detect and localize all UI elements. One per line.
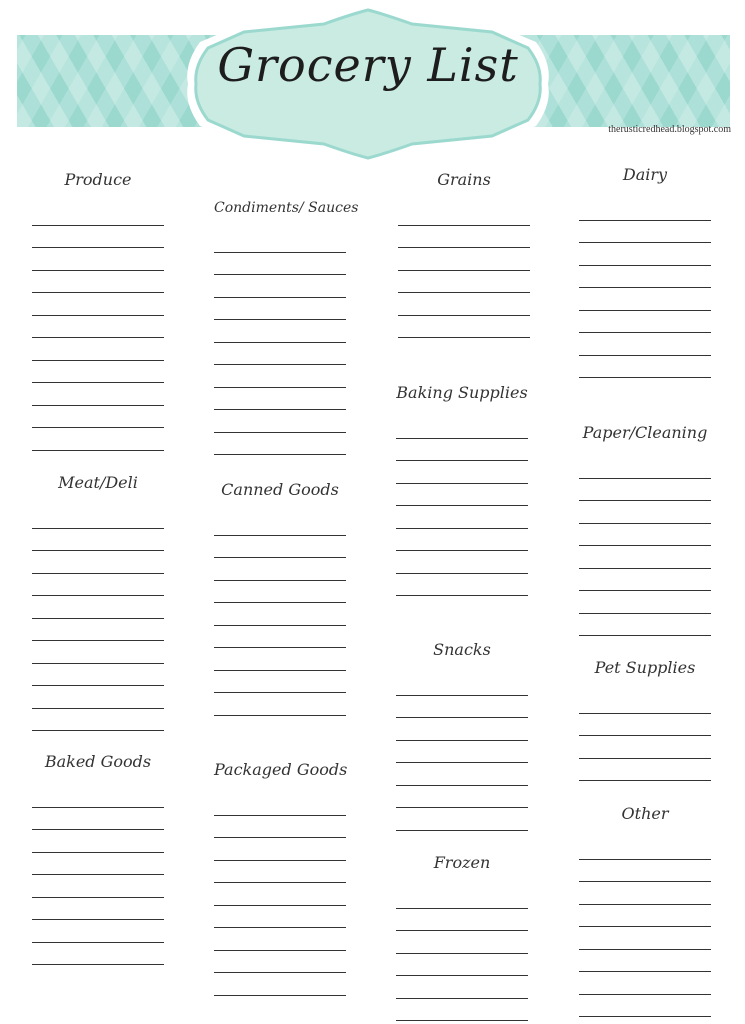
section-title: Packaged Goods	[214, 760, 348, 779]
write-line[interactable]	[396, 506, 528, 529]
write-line[interactable]	[214, 603, 346, 626]
write-line[interactable]	[214, 275, 346, 298]
write-line[interactable]	[32, 920, 164, 943]
write-line[interactable]	[32, 875, 164, 898]
write-line[interactable]	[214, 906, 346, 929]
section-baking-supplies	[396, 383, 528, 596]
write-line[interactable]	[579, 198, 711, 221]
section-title: Condiments/ Sauces	[214, 200, 359, 216]
write-line[interactable]	[32, 641, 164, 664]
write-line[interactable]	[214, 693, 346, 716]
write-line[interactable]	[579, 333, 711, 356]
write-line[interactable]	[579, 546, 711, 569]
write-line[interactable]	[214, 816, 346, 839]
write-line[interactable]	[32, 785, 164, 808]
write-line[interactable]	[579, 691, 711, 714]
section-grains	[398, 170, 530, 338]
section-title: Produce	[64, 170, 132, 189]
write-line[interactable]	[214, 861, 346, 884]
write-lines[interactable]	[579, 691, 711, 781]
section-title: Baking Supplies	[396, 383, 528, 402]
write-lines[interactable]	[396, 886, 528, 1021]
write-line[interactable]	[32, 248, 164, 271]
section-title: Frozen	[433, 853, 491, 872]
write-line[interactable]	[214, 365, 346, 388]
section-title: Grains	[437, 170, 491, 189]
write-line[interactable]	[579, 950, 711, 973]
write-line[interactable]	[32, 709, 164, 732]
write-line[interactable]	[396, 416, 528, 439]
section-pet-supplies	[579, 658, 711, 781]
write-line[interactable]	[32, 271, 164, 294]
write-line[interactable]	[396, 909, 528, 932]
write-line[interactable]	[579, 479, 711, 502]
write-line[interactable]	[396, 886, 528, 909]
write-line[interactable]	[579, 266, 711, 289]
section-canned-goods	[214, 480, 346, 716]
write-line[interactable]	[32, 596, 164, 619]
write-line[interactable]	[214, 581, 346, 604]
write-line[interactable]	[398, 248, 530, 271]
write-line[interactable]	[32, 853, 164, 876]
write-lines[interactable]	[32, 506, 164, 731]
section-produce	[32, 170, 164, 451]
write-line[interactable]	[32, 226, 164, 249]
write-line[interactable]	[396, 551, 528, 574]
write-line[interactable]	[214, 433, 346, 456]
write-line[interactable]	[214, 343, 346, 366]
write-line[interactable]	[214, 388, 346, 411]
section-title: Baked Goods	[44, 752, 152, 771]
section-paper-cleaning	[579, 423, 711, 636]
write-line[interactable]	[579, 614, 711, 637]
write-lines[interactable]	[32, 785, 164, 965]
write-lines[interactable]	[579, 198, 711, 378]
write-line[interactable]	[579, 837, 711, 860]
write-line[interactable]	[214, 883, 346, 906]
section-baked-goods	[32, 752, 164, 965]
write-line[interactable]	[579, 882, 711, 905]
page-title: Grocery List	[217, 38, 519, 92]
write-lines[interactable]	[32, 203, 164, 451]
section-title: Meat/Deli	[58, 473, 138, 492]
write-line[interactable]	[396, 954, 528, 977]
write-line[interactable]	[214, 253, 346, 276]
write-line[interactable]	[579, 288, 711, 311]
write-line[interactable]	[214, 973, 346, 996]
write-line[interactable]	[214, 536, 346, 559]
write-line[interactable]	[214, 410, 346, 433]
write-line[interactable]	[398, 226, 530, 249]
write-line[interactable]	[398, 271, 530, 294]
write-line[interactable]	[32, 808, 164, 831]
section-packaged-goods	[214, 760, 346, 996]
write-lines[interactable]	[396, 673, 528, 831]
section-title: Paper/Cleaning	[582, 423, 708, 442]
section-title: Pet Supplies	[594, 658, 696, 677]
write-line[interactable]	[32, 686, 164, 709]
write-line[interactable]	[32, 383, 164, 406]
write-line[interactable]	[32, 619, 164, 642]
write-line[interactable]	[579, 591, 711, 614]
write-line[interactable]	[32, 830, 164, 853]
write-line[interactable]	[214, 230, 346, 253]
credit-text: therusticredhead.blogspot.com	[608, 124, 731, 135]
write-line[interactable]	[32, 574, 164, 597]
write-line[interactable]	[396, 696, 528, 719]
write-line[interactable]	[579, 243, 711, 266]
section-title: Snacks	[433, 640, 491, 659]
write-line[interactable]	[579, 736, 711, 759]
write-line[interactable]	[214, 320, 346, 343]
write-line[interactable]	[579, 456, 711, 479]
write-line[interactable]	[32, 943, 164, 966]
write-line[interactable]	[396, 786, 528, 809]
write-line[interactable]	[396, 673, 528, 696]
section-frozen	[396, 853, 528, 1021]
section-title: Other	[621, 804, 669, 823]
write-line[interactable]	[32, 428, 164, 451]
write-line[interactable]	[214, 951, 346, 974]
section-condiments-sauces	[214, 200, 359, 455]
section-title: Canned Goods	[221, 480, 339, 499]
write-line[interactable]	[214, 793, 346, 816]
write-line[interactable]	[32, 529, 164, 552]
write-line[interactable]	[396, 529, 528, 552]
write-line[interactable]	[579, 759, 711, 782]
write-line[interactable]	[32, 506, 164, 529]
write-line[interactable]	[32, 203, 164, 226]
write-line[interactable]	[579, 356, 711, 379]
write-line[interactable]	[214, 626, 346, 649]
write-line[interactable]	[214, 928, 346, 951]
write-line[interactable]	[579, 311, 711, 334]
write-line[interactable]	[214, 513, 346, 536]
write-line[interactable]	[396, 931, 528, 954]
write-line[interactable]	[396, 718, 528, 741]
write-line[interactable]	[398, 293, 530, 316]
write-line[interactable]	[214, 648, 346, 671]
write-lines[interactable]	[396, 416, 528, 596]
write-line[interactable]	[32, 293, 164, 316]
write-line[interactable]	[579, 501, 711, 524]
section-other	[579, 804, 711, 1017]
write-line[interactable]	[396, 484, 528, 507]
write-line[interactable]	[396, 574, 528, 597]
write-line[interactable]	[398, 316, 530, 339]
write-line[interactable]	[214, 558, 346, 581]
write-lines[interactable]	[398, 203, 530, 338]
write-line[interactable]	[214, 838, 346, 861]
write-line[interactable]	[32, 338, 164, 361]
write-line[interactable]	[32, 316, 164, 339]
write-line[interactable]	[32, 664, 164, 687]
write-line[interactable]	[579, 927, 711, 950]
write-line[interactable]	[579, 524, 711, 547]
write-lines[interactable]	[579, 837, 711, 1017]
write-line[interactable]	[396, 461, 528, 484]
write-line[interactable]	[398, 203, 530, 226]
section-snacks	[396, 640, 528, 831]
write-line[interactable]	[579, 569, 711, 592]
write-line[interactable]	[32, 361, 164, 384]
write-line[interactable]	[579, 972, 711, 995]
write-lines[interactable]	[214, 230, 346, 455]
write-line[interactable]	[214, 298, 346, 321]
write-line[interactable]	[579, 714, 711, 737]
section-title: Dairy	[622, 165, 668, 184]
write-line[interactable]	[396, 439, 528, 462]
write-lines[interactable]	[214, 513, 346, 716]
section-meat-deli	[32, 473, 164, 731]
write-line[interactable]	[32, 551, 164, 574]
section-dairy	[579, 165, 711, 378]
write-line[interactable]	[396, 741, 528, 764]
write-line[interactable]	[32, 898, 164, 921]
write-line[interactable]	[32, 406, 164, 429]
write-line[interactable]	[579, 221, 711, 244]
write-line[interactable]	[579, 995, 711, 1018]
write-line[interactable]	[579, 860, 711, 883]
write-line[interactable]	[396, 999, 528, 1022]
write-lines[interactable]	[579, 456, 711, 636]
write-line[interactable]	[214, 671, 346, 694]
write-lines[interactable]	[214, 793, 346, 996]
write-line[interactable]	[579, 905, 711, 928]
write-line[interactable]	[396, 763, 528, 786]
write-line[interactable]	[396, 808, 528, 831]
write-line[interactable]	[396, 976, 528, 999]
